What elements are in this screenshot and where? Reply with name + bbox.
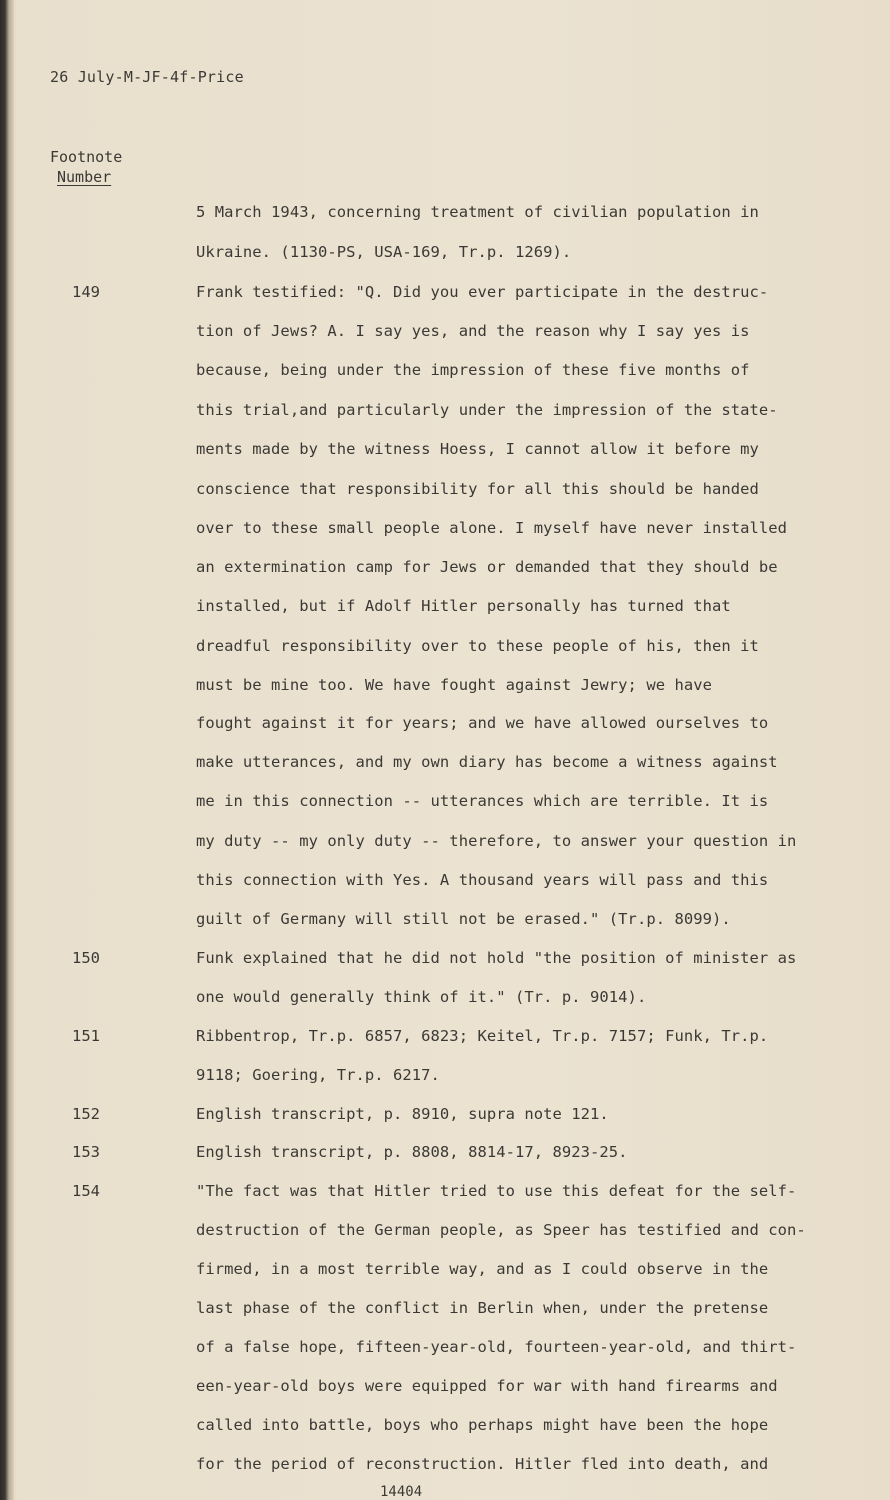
text-line: 5 March 1943, concerning treatment of civilian population in <box>196 203 759 221</box>
text-line: Ukraine. (1130-PS, USA-169, Tr.p. 1269). <box>196 243 572 261</box>
text-line: Funk explained that he did not hold "the position of minister as <box>196 949 797 967</box>
text-line: make utterances, and my own diary has become a witness against <box>196 753 778 771</box>
text-line: over to these small people alone. I myself have never installed <box>196 519 788 537</box>
text-line: dreadful responsibility over to these people of his, then it <box>196 637 759 655</box>
text-line: English transcript, p. 8910, supra note 121. <box>196 1105 609 1123</box>
text-line: this trial,and particularly under the impression of the state- <box>196 401 778 419</box>
footnote-number-153: 153 <box>72 1143 100 1161</box>
text-line: tion of Jews? A. I say yes, and the reason why I say yes is <box>196 322 750 340</box>
text-line: because, being under the impression of these five months of <box>196 361 750 379</box>
text-line: "The fact was that Hitler tried to use this defeat for the self- <box>196 1182 797 1200</box>
footnote-number-154: 154 <box>72 1182 100 1200</box>
text-line: Frank testified: "Q. Did you ever participate in the destruc- <box>196 283 769 301</box>
text-line: 9118; Goering, Tr.p. 6217. <box>196 1066 440 1084</box>
page-header: 26 July-M-JF-4f-Price <box>50 68 244 86</box>
text-line: een-year-old boys were equipped for war with hand firearms and <box>196 1377 778 1395</box>
footnote-heading-label: Footnote <box>50 148 123 166</box>
page-number: 14404 <box>380 1484 423 1500</box>
text-line: me in this connection -- utterances which are terrible. It is <box>196 792 769 810</box>
footnote-column-heading <box>50 147 122 187</box>
text-line: conscience that responsibility for all this should be handed <box>196 480 759 498</box>
footnote-number-150: 150 <box>72 949 100 967</box>
text-line: for the period of reconstruction. Hitler fled into death, and <box>196 1455 769 1473</box>
text-line: called into battle, boys who perhaps might have been the hope <box>196 1416 769 1434</box>
text-line: one would generally think of it." (Tr. p. 9014). <box>196 988 647 1006</box>
page-binding-edge <box>0 0 14 1500</box>
text-line: firmed, in a most terrible way, and as I could observe in the <box>196 1260 769 1278</box>
footnote-number-152: 152 <box>72 1105 100 1123</box>
footnote-number-151: 151 <box>72 1027 100 1045</box>
footnote-number-149: 149 <box>72 283 100 301</box>
text-line: this connection with Yes. A thousand years will pass and this <box>196 871 769 889</box>
text-line: an extermination camp for Jews or demanded that they should be <box>196 558 778 576</box>
text-line: of a false hope, fifteen-year-old, fourteen-year-old, and thirt- <box>196 1338 797 1356</box>
text-line: must be mine too. We have fought against Jewry; we have <box>196 676 712 694</box>
footnote-heading-number-label: Number <box>57 168 112 186</box>
text-line: installed, but if Adolf Hitler personally has turned that <box>196 597 731 615</box>
text-line: destruction of the German people, as Speer has testified and con- <box>196 1221 806 1239</box>
text-line: Ribbentrop, Tr.p. 6857, 6823; Keitel, Tr.p. 7157; Funk, Tr.p. <box>196 1027 769 1045</box>
text-line: fought against it for years; and we have allowed ourselves to <box>196 714 769 732</box>
text-line: my duty -- my only duty -- therefore, to answer your question in <box>196 832 797 850</box>
text-line: guilt of Germany will still not be erased." (Tr.p. 8099). <box>196 910 731 928</box>
text-line: ments made by the witness Hoess, I cannot allow it before my <box>196 440 759 458</box>
text-line: last phase of the conflict in Berlin when, under the pretense <box>196 1299 769 1317</box>
text-line: English transcript, p. 8808, 8814-17, 8923-25. <box>196 1143 628 1161</box>
